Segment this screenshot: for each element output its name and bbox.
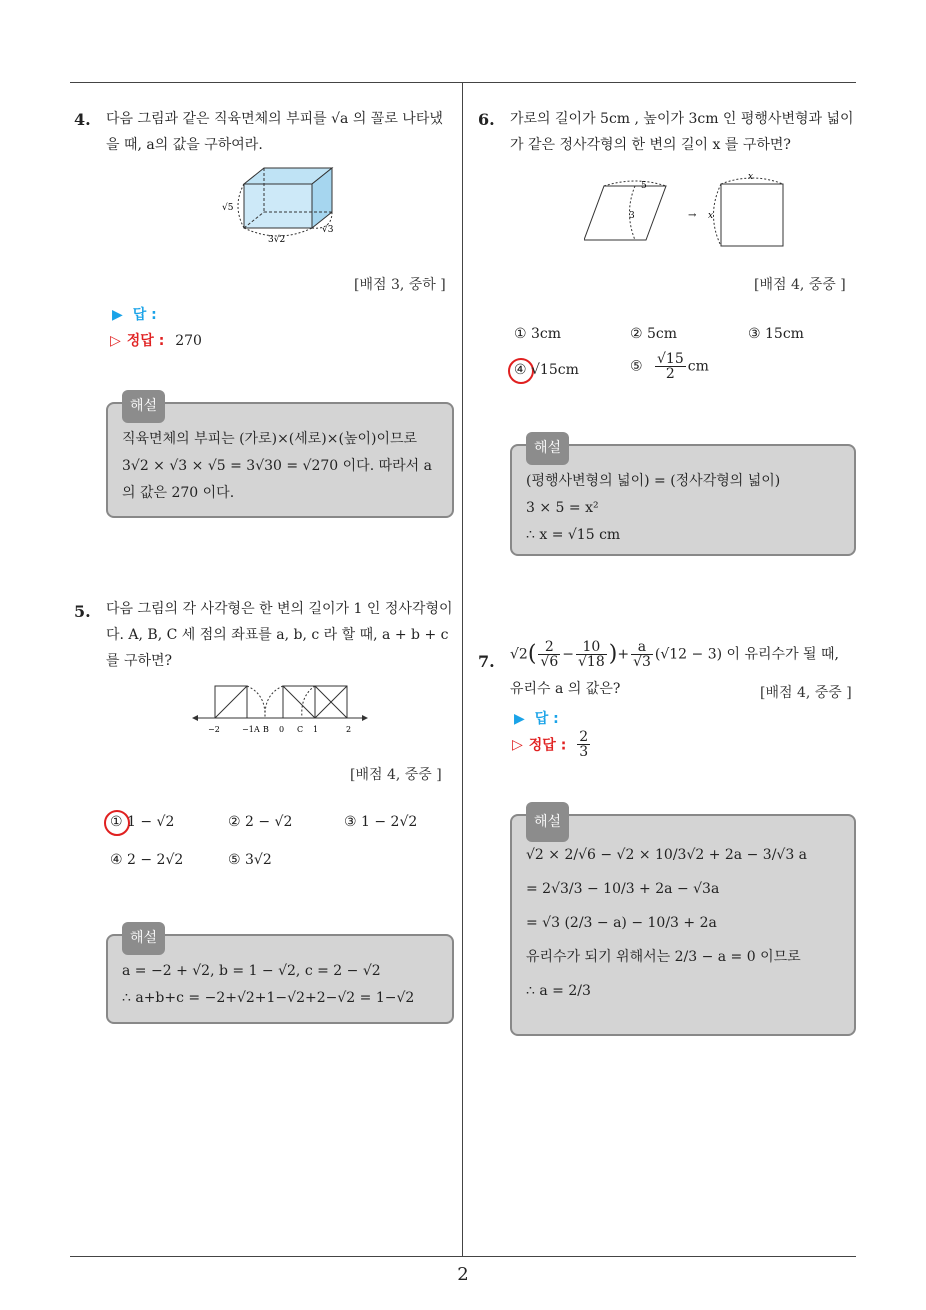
q5-choice-4[interactable]: ④ 2 − 2√2 bbox=[110, 852, 184, 868]
q4-expl-tag: 해설 bbox=[122, 390, 165, 423]
q6-explanation-box bbox=[510, 440, 856, 556]
q5-expl-line-2: ∴ a+b+c = −2+√2+1−√2+2−√2 = 1−√2 bbox=[122, 990, 415, 1006]
page-number: 2 bbox=[457, 1264, 469, 1285]
q7-text-line-2: 유리수 a 의 값은? bbox=[510, 681, 621, 697]
q5-figure bbox=[190, 682, 370, 738]
q7-expl-line-2: = 2√3/3 − 10/3 + 2a − √3a bbox=[526, 881, 720, 897]
q7-frac2-num: 10 bbox=[576, 640, 607, 655]
q6-expl-line-1: (평행사변형의 넓이) = (정사각형의 넓이) bbox=[526, 473, 781, 489]
q4-answer-label: 답 : bbox=[132, 307, 157, 323]
q6-choice-3[interactable]: ③ 15cm bbox=[748, 326, 804, 342]
red-outline-triangle-icon: ▷ bbox=[110, 333, 121, 349]
q4-correct-label: 정답 : bbox=[126, 333, 165, 349]
q4-correct-row bbox=[110, 330, 202, 350]
q6-expl-line-3: ∴ x = √15 cm bbox=[526, 527, 621, 543]
q7-answer-row bbox=[514, 708, 559, 728]
q6-expl-line-2: 3 × 5 = x² bbox=[526, 500, 599, 516]
q7-text-line-1: √2( $\frac{2}{√6}$ − $\frac{10}{√18}$ )+ $\frac{a}{√3}$ (√12 − 3) 이 유리수가 될 때, bbox=[510, 639, 840, 670]
column-divider bbox=[462, 82, 463, 1256]
q6-fig-arrow: → bbox=[688, 210, 697, 221]
q5-expl-line-1: a = −2 + √2, b = 1 − √2, c = 2 − √2 bbox=[122, 963, 381, 979]
blue-triangle-icon: ▶ bbox=[514, 711, 525, 727]
q6-choice-5-num-label: ⑤ bbox=[630, 358, 643, 375]
q7-frac2-den: √18 bbox=[577, 654, 605, 670]
q5-tick-2: 2 bbox=[346, 725, 352, 734]
q7-correct-num: 2 bbox=[579, 729, 589, 745]
q7-expl-tag: 해설 bbox=[526, 802, 569, 842]
q4-score: [배점 3, 중하 ] bbox=[354, 277, 446, 293]
q5-text: 다음 그림의 각 사각형은 한 변의 길이가 1 인 정사각형이다. A, B, C 세 점의 좌표를 a, b, c 라 할 때, a + b + c 를 구하면? bbox=[106, 601, 453, 669]
q5-score: [배점 4, 중중 ] bbox=[350, 767, 442, 783]
q6-fig-side: x bbox=[708, 211, 714, 221]
q5-tick-A: A bbox=[254, 725, 260, 734]
q7-expl-line-1: √2 × 2/√6 − √2 × 10/3√2 + 2a − 3/√3 a bbox=[526, 847, 808, 863]
q4-text: 다음 그림과 같은 직육면체의 부피를 √a 의 꼴로 나타냈을 때, a의 값을 구하여라. bbox=[106, 111, 443, 153]
q4-explanation-box bbox=[106, 398, 454, 518]
q7-minus: − bbox=[562, 646, 574, 663]
q6-figure bbox=[584, 170, 794, 250]
q7-text-tail: (√12 − 3) 이 유리수가 될 때, bbox=[654, 646, 840, 663]
q6-choice-5[interactable] bbox=[630, 352, 709, 381]
q5-tick-B: B bbox=[263, 725, 269, 734]
q7-sqrt2: √2 bbox=[510, 646, 528, 663]
blue-triangle-icon: ▶ bbox=[112, 307, 123, 323]
q6-score: [배점 4, 중중 ] bbox=[754, 277, 846, 293]
bottom-rule bbox=[70, 1256, 856, 1257]
q4-fig-depth: √3 bbox=[322, 225, 334, 235]
q6-choice-1[interactable]: ① 3cm bbox=[514, 326, 562, 342]
q7-frac3-num: a bbox=[631, 640, 653, 655]
q5-explanation-box bbox=[106, 930, 454, 1024]
red-outline-triangle-icon: ▷ bbox=[512, 736, 523, 753]
q4-fig-height: √5 bbox=[222, 203, 234, 213]
q5-tick-C: C bbox=[297, 725, 304, 734]
top-rule bbox=[70, 82, 856, 83]
q7-plus: + bbox=[617, 646, 630, 663]
q5-choice-2[interactable]: ② 2 − √2 bbox=[228, 814, 293, 830]
q4-number: 4. bbox=[74, 110, 91, 129]
q6-fig-top: x bbox=[748, 172, 754, 182]
q5-choice-3[interactable]: ③ 1 − 2√2 bbox=[344, 814, 418, 830]
q6-choice-5-numerator: √15 bbox=[657, 351, 684, 367]
q6-fig-width: 5 bbox=[641, 181, 647, 191]
q4-figure bbox=[218, 164, 348, 248]
q7-frac3-den: √3 bbox=[633, 654, 651, 670]
q4-fig-width: 3√2 bbox=[268, 235, 286, 245]
q4-expl-line-3: 의 값은 270 이다. bbox=[122, 485, 235, 501]
q6-text: 가로의 길이가 5cm , 높이가 3cm 인 평행사변형과 넓이가 같은 정사각형의 한 변의 길이 x 를 구하면? bbox=[510, 111, 854, 153]
q6-number: 6. bbox=[478, 110, 495, 129]
q6-choice-4[interactable]: ④ √15cm bbox=[514, 362, 579, 378]
q5-tick-0: 0 bbox=[279, 725, 285, 734]
q4-answer-row bbox=[112, 304, 157, 324]
q6-choice-2[interactable]: ② 5cm bbox=[630, 326, 678, 342]
q6-choice-5-denominator: 2 bbox=[665, 366, 675, 382]
q7-number: 7. bbox=[478, 652, 495, 671]
q5-number: 5. bbox=[74, 602, 91, 621]
q5-choice-1[interactable]: ① 1 − √2 bbox=[110, 814, 175, 830]
q7-correct-label: 정답 : bbox=[528, 737, 567, 754]
q5-choice-5[interactable]: ⑤ 3√2 bbox=[228, 852, 272, 868]
q5-tick-neg1: −1 bbox=[242, 725, 254, 734]
q6-expl-tag: 해설 bbox=[526, 432, 569, 465]
q7-frac1-num: 2 bbox=[538, 640, 560, 655]
q4-expl-line-2: 3√2 × √3 × √5 = 3√30 = √270 이다. 따라서 a bbox=[122, 458, 432, 474]
q7-explanation-box bbox=[510, 814, 856, 1036]
q7-answer-label: 답 : bbox=[534, 711, 559, 727]
q7-expl-line-4: 유리수가 되기 위해서는 2/3 − a = 0 이므로 bbox=[526, 949, 801, 965]
q6-fig-height: 3 bbox=[629, 211, 635, 221]
q6-choice-5-unit: cm bbox=[687, 358, 709, 375]
q7-score: [배점 4, 중중 ] bbox=[760, 685, 852, 701]
q7-expl-line-3: = √3 (2/3 − a) − 10/3 + 2a bbox=[526, 915, 717, 931]
q7-correct-den: 3 bbox=[579, 744, 589, 760]
q5-tick-1: 1 bbox=[313, 725, 319, 734]
q5-tick-neg2: −2 bbox=[208, 725, 220, 734]
q4-correct-value: 270 bbox=[175, 333, 202, 349]
q7-frac1-den: √6 bbox=[540, 654, 559, 670]
q5-expl-tag: 해설 bbox=[122, 922, 165, 955]
q7-expl-line-5: ∴ a = 2/3 bbox=[526, 983, 591, 999]
q4-expl-line-1: 직육면체의 부피는 (가로)×(세로)×(높이)이므로 bbox=[122, 431, 418, 447]
q7-correct-row bbox=[512, 730, 592, 759]
